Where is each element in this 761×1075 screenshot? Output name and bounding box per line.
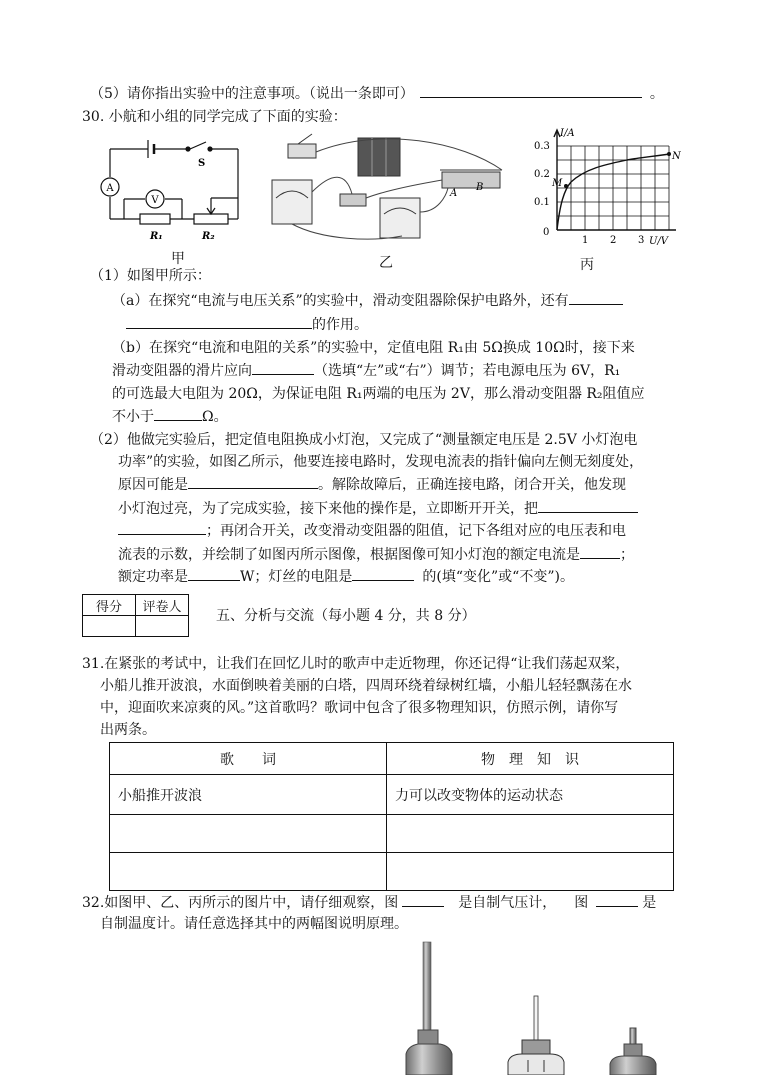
q32-line2: 自制温度计。请任意选择其中的两幅图说明原理。 bbox=[100, 916, 408, 932]
q30-p1b-line1: （b）在探究“电流和电阻的关系”的实验中，定值电阻 R₁由 5Ω换成 10Ω时，接下来 bbox=[112, 340, 635, 356]
table-row-example bbox=[110, 775, 674, 815]
graph-ylabel: I/A bbox=[560, 128, 575, 139]
lyrics-physics-table bbox=[109, 742, 674, 891]
table-header-physics: 物 理 知 识 bbox=[387, 743, 674, 775]
graph-point-m: M bbox=[552, 178, 563, 189]
q32-text1d: 是 bbox=[642, 895, 657, 911]
q30-p1a-line1 bbox=[112, 290, 623, 311]
graph-point-n: N bbox=[672, 151, 681, 162]
switch-label: S bbox=[198, 158, 206, 169]
example-physics-cell: 力可以改变物体的运动状态 bbox=[387, 775, 674, 815]
q30-p1b-resistance-blank[interactable] bbox=[154, 406, 202, 421]
apparatus-terminal-b: B bbox=[476, 182, 484, 193]
example-lyric-cell: 小船推开波浪 bbox=[110, 775, 387, 815]
q30-p1a-text1: （a）在探究“电流与电压关系”的实验中，滑动变阻器除保护电路外，还有 bbox=[112, 293, 569, 309]
graph-ytick-01: 0.1 bbox=[534, 197, 550, 208]
q30-p2-text5: ；再闭合开关，改变滑动变阻器的阻值，记下各组对应的电压表和电 bbox=[206, 523, 626, 539]
q30-p2-cause-blank[interactable] bbox=[188, 474, 318, 489]
q30-p1a-text2: 的作用。 bbox=[312, 317, 368, 333]
q29-item5-answer-blank[interactable] bbox=[420, 83, 642, 98]
q30-p2-text3a: 原因可能是 bbox=[118, 477, 188, 493]
answer-1-physics-cell[interactable] bbox=[387, 815, 674, 853]
q30-p2-resistance-change-blank[interactable] bbox=[352, 566, 414, 581]
q30-p2-text6b: ； bbox=[620, 547, 634, 563]
apparatus-terminal-a: A bbox=[450, 188, 458, 199]
q31-line3: 中，迎面吹来凉爽的风。”这首歌吗？歌词中包含了很多物理知识，仿照示例，请你写 bbox=[100, 700, 619, 716]
q30-p1b-line3: 的可选最大电阻为 20Ω，为保证电阻 R₁两端的电压为 2V，那么滑动变阻器 R₂阻值应 bbox=[112, 386, 645, 402]
q30-p1a-blank-part1[interactable] bbox=[569, 290, 623, 305]
iu-graph-bing bbox=[528, 124, 681, 248]
q32-text1a: 32.如图甲、乙、丙所示的图片中，请仔细观察，图 bbox=[82, 895, 399, 911]
q30-stem: 30. 小航和小组的同学完成了下面的实验： bbox=[82, 109, 347, 125]
q30-p2-line2: 功率”的实验，如图乙所示，他要连接电路时，发现电流表的指针偏向左侧无刻度处， bbox=[118, 454, 644, 470]
q30-p1a-line2 bbox=[126, 314, 368, 335]
q30-p2-text4a: 小灯泡过亮，为了完成实验，接下来他的操作是，立即断开开关，把 bbox=[118, 501, 538, 517]
grader-cell[interactable] bbox=[136, 616, 189, 637]
q30-p1-head: （1）如图甲所示： bbox=[90, 268, 211, 284]
q30-p2-text7b: W；灯丝的电阻是 bbox=[240, 569, 353, 585]
q30-p1a-blank-part2[interactable] bbox=[126, 314, 312, 329]
fig-label-yi: 乙 bbox=[379, 255, 393, 271]
graph-origin: 0 bbox=[543, 227, 550, 238]
q30-p2-line7 bbox=[118, 566, 574, 587]
bottles-photo-jia-yi-bing bbox=[398, 942, 678, 1075]
q30-p2-power-blank[interactable] bbox=[188, 566, 240, 581]
table-row-answer-1 bbox=[110, 815, 674, 853]
fig-label-bing: 丙 bbox=[580, 257, 594, 273]
q30-p1b-text2a: 滑动变阻器的滑片应向 bbox=[112, 363, 252, 379]
answer-2-physics-cell[interactable] bbox=[387, 853, 674, 891]
q29-item5-end: 。 bbox=[649, 86, 664, 102]
q30-p2-operation-blank-part1[interactable] bbox=[538, 498, 638, 513]
fig-label-jia: 甲 bbox=[171, 251, 185, 267]
graph-xlabel: U/V bbox=[649, 236, 669, 247]
graph-xtick-3: 3 bbox=[638, 235, 645, 246]
q30-p2-text6a: 流表的示数，并绘制了如图丙所示图像，根据图像可知小灯泡的额定电流是 bbox=[118, 547, 580, 563]
q30-p2-current-blank[interactable] bbox=[580, 544, 620, 559]
ammeter-label: A bbox=[106, 183, 114, 194]
q32-barometer-blank[interactable] bbox=[402, 892, 444, 907]
q30-p2-text7c: 的(填“变化”或“不变”)。 bbox=[422, 569, 574, 585]
q29-item5-line bbox=[90, 83, 664, 104]
q32-text1c: 图 bbox=[574, 895, 589, 911]
q30-p1b-text4b: Ω。 bbox=[202, 409, 228, 425]
q30-p2-line5 bbox=[118, 520, 626, 541]
q30-p2-line3 bbox=[118, 474, 626, 495]
graph-ytick-02: 0.2 bbox=[534, 169, 550, 180]
q30-p2-line4 bbox=[118, 498, 638, 519]
graph-ytick-03: 0.3 bbox=[534, 141, 550, 152]
q30-p1b-line4 bbox=[112, 406, 228, 427]
answer-2-lyric-cell[interactable] bbox=[110, 853, 387, 891]
q32-text1b: 是自制气压计， bbox=[458, 895, 557, 911]
q30-p1b-line2 bbox=[112, 360, 620, 381]
q30-p2-line1: （2）他做完实验后，把定值电阻换成小灯泡，又完成了“测量额定电压是 2.5V 小灯泡电 bbox=[90, 432, 638, 448]
q30-p2-operation-blank-part2[interactable] bbox=[118, 520, 206, 535]
graph-xtick-2: 2 bbox=[610, 235, 617, 246]
score-box bbox=[82, 594, 189, 637]
q31-line2: 小船儿推开波浪，水面倒映着美丽的白塔，四周环绕着绿树红墙，小船儿轻轻飘荡在水 bbox=[100, 678, 632, 694]
score-cell[interactable] bbox=[83, 616, 136, 637]
r2-label: R₂ bbox=[202, 231, 215, 242]
q30-p2-text3b: 。解除故障后，正确连接电路，闭合开关，他发现 bbox=[318, 477, 626, 493]
table-header-lyrics: 歌 词 bbox=[110, 743, 387, 775]
answer-1-lyric-cell[interactable] bbox=[110, 815, 387, 853]
table-row-answer-2 bbox=[110, 853, 674, 891]
circuit-diagram-jia bbox=[98, 134, 248, 244]
q30-p1b-text2b: （选填“左”或“右”）调节；若电源电压为 6V，R₁ bbox=[314, 363, 621, 379]
q30-p2-text7a: 额定功率是 bbox=[118, 569, 188, 585]
q30-p1b-direction-blank[interactable] bbox=[252, 360, 314, 375]
section5-title: 五、分析与交流（每小题 4 分，共 8 分） bbox=[216, 608, 476, 624]
r1-label: R₁ bbox=[150, 231, 163, 242]
apparatus-illustration-yi bbox=[262, 132, 512, 244]
q31-line1: 31.在紧张的考试中，让我们在回忆儿时的歌声中走近物理，你还记得“让我们荡起双桨， bbox=[82, 656, 630, 672]
q30-p2-line6 bbox=[118, 544, 634, 565]
voltmeter-label: V bbox=[151, 195, 159, 206]
score-label: 得分 bbox=[83, 595, 136, 616]
graph-xtick-1: 1 bbox=[582, 235, 589, 246]
q32-line1 bbox=[82, 892, 656, 913]
q31-line4: 出两条。 bbox=[100, 722, 156, 738]
q29-item5-text: （5）请你指出实验中的注意事项。（说出一条即可） bbox=[90, 86, 414, 102]
q30-p1b-text4a: 不小于 bbox=[112, 409, 154, 425]
grader-label: 评卷人 bbox=[136, 595, 189, 616]
q32-thermometer-blank[interactable] bbox=[596, 892, 638, 907]
